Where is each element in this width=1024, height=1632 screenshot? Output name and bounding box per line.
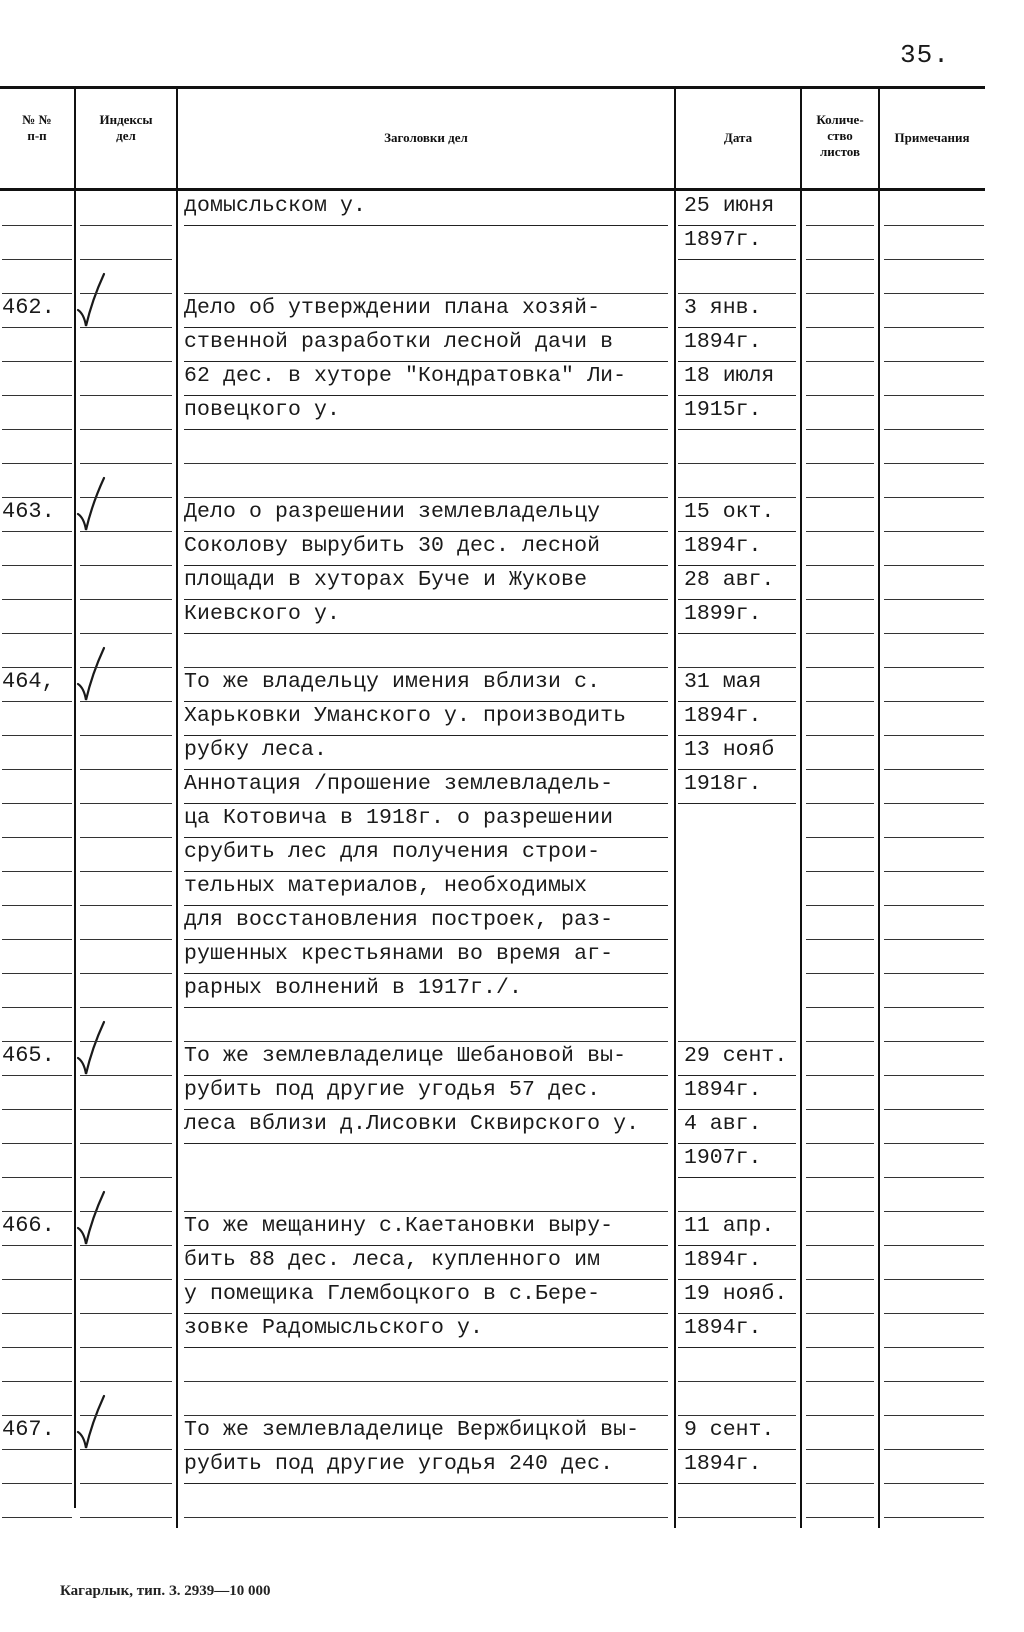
ruled-line [806, 974, 874, 1008]
entry-number: 467. [2, 1417, 55, 1442]
ruled-line [80, 1144, 172, 1178]
ruled-line [2, 1280, 72, 1314]
ruled-line [884, 192, 984, 226]
ruled-line [806, 1144, 874, 1178]
ruled-line [80, 804, 172, 838]
ruled-line [884, 770, 984, 804]
ruled-line [80, 430, 172, 464]
entry-date: 1894г. [678, 532, 796, 566]
entry-title-line: рубку леса. [184, 736, 668, 770]
ruled-line [2, 498, 72, 532]
ruled-line [184, 260, 668, 294]
column-divider [674, 88, 676, 1528]
ruled-line [80, 1212, 172, 1246]
ruled-line [884, 1484, 984, 1518]
ruled-line [80, 1382, 172, 1416]
ruled-line [2, 1348, 72, 1382]
ruled-line [884, 1076, 984, 1110]
ruled-line [884, 498, 984, 532]
entry-date: 1894г. [678, 1450, 796, 1484]
ruled-line [884, 668, 984, 702]
ruled-line [80, 226, 172, 260]
ruled-line [2, 1382, 72, 1416]
ruled-line [80, 294, 172, 328]
ruled-line [2, 1484, 72, 1518]
ruled-line [884, 1042, 984, 1076]
entry-title-line: бить 88 дес. леса, купленного им [184, 1246, 668, 1280]
entry-date: 1915г. [678, 396, 796, 430]
entry-date: 11 апр. [678, 1212, 796, 1246]
entry-number: 462. [2, 295, 55, 320]
ruled-line [884, 1144, 984, 1178]
header-notes: Примечания [894, 130, 970, 145]
entry-title-line: Харьковки Уманского у. производить [184, 702, 668, 736]
ruled-line [80, 1416, 172, 1450]
ruled-line [806, 1178, 874, 1212]
ruled-line [884, 294, 984, 328]
ruled-line [80, 1178, 172, 1212]
ruled-line [806, 770, 874, 804]
top-rule [0, 86, 985, 89]
ruled-line [806, 872, 874, 906]
ruled-line [184, 1382, 668, 1416]
ruled-line [884, 736, 984, 770]
ruled-line [884, 634, 984, 668]
ruled-line [80, 974, 172, 1008]
ruled-line [806, 430, 874, 464]
printer-imprint: Кагарлык, тип. З. 2939—10 000 [60, 1583, 271, 1599]
ruled-line [80, 600, 172, 634]
ruled-line [2, 566, 72, 600]
ruled-line [884, 1246, 984, 1280]
ruled-line [884, 1416, 984, 1450]
ruled-line [806, 1110, 874, 1144]
entry-date: 1899г. [678, 600, 796, 634]
ruled-line [806, 736, 874, 770]
entry-date: 4 авг. [678, 1110, 796, 1144]
ruled-line [806, 1314, 874, 1348]
ruled-line [806, 1246, 874, 1280]
ruled-line [884, 396, 984, 430]
ruled-line [80, 1042, 172, 1076]
entry-title-line: Киевского у. [184, 600, 668, 634]
ruled-line [2, 464, 72, 498]
ruled-line [184, 1484, 668, 1518]
ruled-line [806, 328, 874, 362]
entry-title-line: 62 дес. в хуторе "Кондратовка" Ли- [184, 362, 668, 396]
entry-date: 1894г. [678, 702, 796, 736]
entry-title-line: срубить лес для получения строи- [184, 838, 668, 872]
ruled-line [2, 362, 72, 396]
ruled-line [80, 1280, 172, 1314]
ruled-line [884, 1110, 984, 1144]
ruled-line [2, 396, 72, 430]
ruled-line [884, 906, 984, 940]
header-date: Дата [723, 130, 753, 145]
ruled-line [884, 1280, 984, 1314]
ruled-line [80, 702, 172, 736]
ruled-line [884, 702, 984, 736]
ruled-line [2, 872, 72, 906]
ruled-line [80, 736, 172, 770]
ruled-line [884, 974, 984, 1008]
ruled-line [80, 328, 172, 362]
entry-number: 466. [2, 1213, 55, 1238]
ruled-line [678, 1382, 796, 1416]
entry-title-line: домысльском у. [184, 192, 668, 226]
ruled-line [2, 328, 72, 362]
ruled-line [806, 362, 874, 396]
ruled-line [80, 634, 172, 668]
entry-title-line: зовке Радомысльского у. [184, 1314, 668, 1348]
ruled-line [806, 906, 874, 940]
ruled-line [806, 396, 874, 430]
entry-title-line: рубить под другие угодья 240 дес. [184, 1450, 668, 1484]
ruled-line [80, 464, 172, 498]
ruled-line [806, 1042, 874, 1076]
ruled-line [884, 804, 984, 838]
ruled-line [80, 1076, 172, 1110]
ruled-line [2, 702, 72, 736]
ruled-line [80, 872, 172, 906]
ruled-line [2, 1212, 72, 1246]
ruled-line [2, 804, 72, 838]
ruled-line [884, 362, 984, 396]
ruled-line [806, 634, 874, 668]
ruled-line [2, 260, 72, 294]
ruled-line [884, 1382, 984, 1416]
entry-title-line: площади в хуторах Буче и Жукове [184, 566, 668, 600]
ruled-line [80, 838, 172, 872]
ruled-line [884, 1212, 984, 1246]
entry-date: 25 июня [678, 192, 796, 226]
ruled-line [80, 1246, 172, 1280]
ruled-line [2, 1178, 72, 1212]
entry-date: 9 сент. [678, 1416, 796, 1450]
ruled-line [2, 974, 72, 1008]
page-number: 35. [900, 40, 950, 70]
ruled-line [806, 498, 874, 532]
ruled-line [884, 1348, 984, 1382]
ruled-line [884, 464, 984, 498]
entry-date: 1918г. [678, 770, 796, 804]
ruled-line [806, 1484, 874, 1518]
ruled-line [2, 1246, 72, 1280]
column-divider [800, 88, 802, 1528]
ruled-line [884, 1178, 984, 1212]
ruled-line [884, 838, 984, 872]
ruled-line [678, 1348, 796, 1382]
entry-title-line: повецкого у. [184, 396, 668, 430]
entry-date: 28 авг. [678, 566, 796, 600]
ruled-line [2, 1008, 72, 1042]
entry-date: 3 янв. [678, 294, 796, 328]
ruled-line [2, 736, 72, 770]
ruled-line [2, 906, 72, 940]
entry-title-line: ственной разработки лесной дачи в [184, 328, 668, 362]
ruled-line [806, 464, 874, 498]
ruled-line [2, 634, 72, 668]
entry-title-line: То же землевладелице Шебановой вы- [184, 1042, 668, 1076]
ruled-line [884, 566, 984, 600]
ruled-line [884, 1008, 984, 1042]
ruled-line [2, 294, 72, 328]
ruled-line [184, 1008, 668, 1042]
entry-date: 19 нояб. [678, 1280, 796, 1314]
entry-title-line: Дело об утверждении плана хозяй- [184, 294, 668, 328]
header-number: № № п-п [22, 112, 52, 143]
entry-date: 1894г. [678, 1076, 796, 1110]
ruled-line [80, 192, 172, 226]
ruled-line [884, 430, 984, 464]
ruled-line [806, 1076, 874, 1110]
ruled-line [80, 362, 172, 396]
ruled-line [678, 464, 796, 498]
ruled-line [80, 1110, 172, 1144]
ruled-line [806, 226, 874, 260]
entry-title-line: у помещика Глембоцкого в с.Бере- [184, 1280, 668, 1314]
ruled-line [884, 226, 984, 260]
entry-date: 1894г. [678, 328, 796, 362]
ruled-line [80, 396, 172, 430]
ruled-line [184, 1348, 668, 1382]
ruled-line [806, 600, 874, 634]
ruled-line [80, 498, 172, 532]
ruled-line [806, 1416, 874, 1450]
ruled-line [884, 328, 984, 362]
ruled-line [80, 1450, 172, 1484]
entry-title-line: леса вблизи д.Лисовки Сквирского у. [184, 1110, 668, 1144]
header-titles: Заголовки дел [384, 130, 468, 145]
ruled-line [80, 940, 172, 974]
ruled-line [884, 260, 984, 294]
ruled-line [2, 1314, 72, 1348]
ruled-line [2, 1076, 72, 1110]
ruled-line [806, 702, 874, 736]
ruled-line [2, 532, 72, 566]
entry-date: 13 нояб [678, 736, 796, 770]
ruled-line [884, 872, 984, 906]
ruled-line [80, 566, 172, 600]
ruled-line [806, 1450, 874, 1484]
ruled-line [806, 804, 874, 838]
ruled-line [678, 430, 796, 464]
header-sheets: Количе- ство листов [816, 112, 864, 159]
ruled-line [2, 192, 72, 226]
entry-title-line: Аннотация /прошение землевладель- [184, 770, 668, 804]
ruled-line [678, 634, 796, 668]
ruled-line [2, 838, 72, 872]
ruled-line [806, 1280, 874, 1314]
ruled-line [678, 1008, 796, 1042]
ruled-line [884, 600, 984, 634]
ruled-line [80, 1008, 172, 1042]
ruled-line [80, 668, 172, 702]
ruled-line [806, 260, 874, 294]
entry-title-line: Дело о разрешении землевладельцу [184, 498, 668, 532]
entry-date: 1894г. [678, 1314, 796, 1348]
ruled-line [884, 532, 984, 566]
entry-date: 1894г. [678, 1246, 796, 1280]
ruled-line [806, 532, 874, 566]
ruled-line [2, 1450, 72, 1484]
entry-title-line: для восстановления построек, раз- [184, 906, 668, 940]
ruled-line [884, 1450, 984, 1484]
header-bottom-rule [0, 188, 985, 191]
ruled-line [184, 464, 668, 498]
ruled-line [806, 1348, 874, 1382]
column-divider [176, 88, 178, 1528]
header-indices: Индексы дел [99, 112, 153, 143]
entry-date: 1897г. [678, 226, 796, 260]
ruled-line [80, 906, 172, 940]
entry-number: 464, [2, 669, 55, 694]
entry-title-line: тельных материалов, необходимых [184, 872, 668, 906]
entry-title-line: рубить под другие угодья 57 дес. [184, 1076, 668, 1110]
entry-title-line: То же владельцу имения вблизи с. [184, 668, 668, 702]
ruled-line [678, 260, 796, 294]
ruled-line [80, 1314, 172, 1348]
entry-date: 15 окт. [678, 498, 796, 532]
ruled-line [2, 940, 72, 974]
ruled-line [806, 1008, 874, 1042]
ruled-line [806, 294, 874, 328]
ruled-line [80, 770, 172, 804]
entry-date: 1907г. [678, 1144, 796, 1178]
entry-date: 29 сент. [678, 1042, 796, 1076]
ruled-line [806, 838, 874, 872]
ruled-line [2, 600, 72, 634]
ruled-line [678, 1484, 796, 1518]
ruled-line [806, 566, 874, 600]
ruled-line [806, 668, 874, 702]
entry-date: 18 июля [678, 362, 796, 396]
entry-number: 463. [2, 499, 55, 524]
ruled-line [80, 260, 172, 294]
entry-title-line: То же землевладелице Вержбицкой вы- [184, 1416, 668, 1450]
entry-title-line: То же мещанину с.Каетановки выру- [184, 1212, 668, 1246]
ruled-line [184, 430, 668, 464]
ruled-line [2, 430, 72, 464]
ruled-line [678, 1178, 796, 1212]
entry-number: 465. [2, 1043, 55, 1068]
ruled-line [2, 1110, 72, 1144]
column-divider [878, 88, 880, 1528]
ruled-line [806, 192, 874, 226]
ruled-line [80, 1348, 172, 1382]
ruled-line [2, 1042, 72, 1076]
ruled-line [80, 1484, 172, 1518]
ruled-line [884, 940, 984, 974]
ruled-line [806, 1382, 874, 1416]
ruled-line [184, 1178, 668, 1212]
ruled-line [184, 634, 668, 668]
ruled-line [806, 1212, 874, 1246]
ruled-line [80, 532, 172, 566]
entry-title-line: ца Котовича в 1918г. о разрешении [184, 804, 668, 838]
entry-date: 31 мая [678, 668, 796, 702]
entry-title-line: рушенных крестьянами во время аг- [184, 940, 668, 974]
ruled-line [2, 668, 72, 702]
ruled-line [806, 940, 874, 974]
ruled-line [2, 770, 72, 804]
entry-title-line: рарных волнений в 1917г./. [184, 974, 668, 1008]
ruled-line [2, 1144, 72, 1178]
ruled-line [2, 226, 72, 260]
ruled-line [2, 1416, 72, 1450]
entry-title-line: Соколову вырубить 30 дес. лесной [184, 532, 668, 566]
ruled-line [884, 1314, 984, 1348]
